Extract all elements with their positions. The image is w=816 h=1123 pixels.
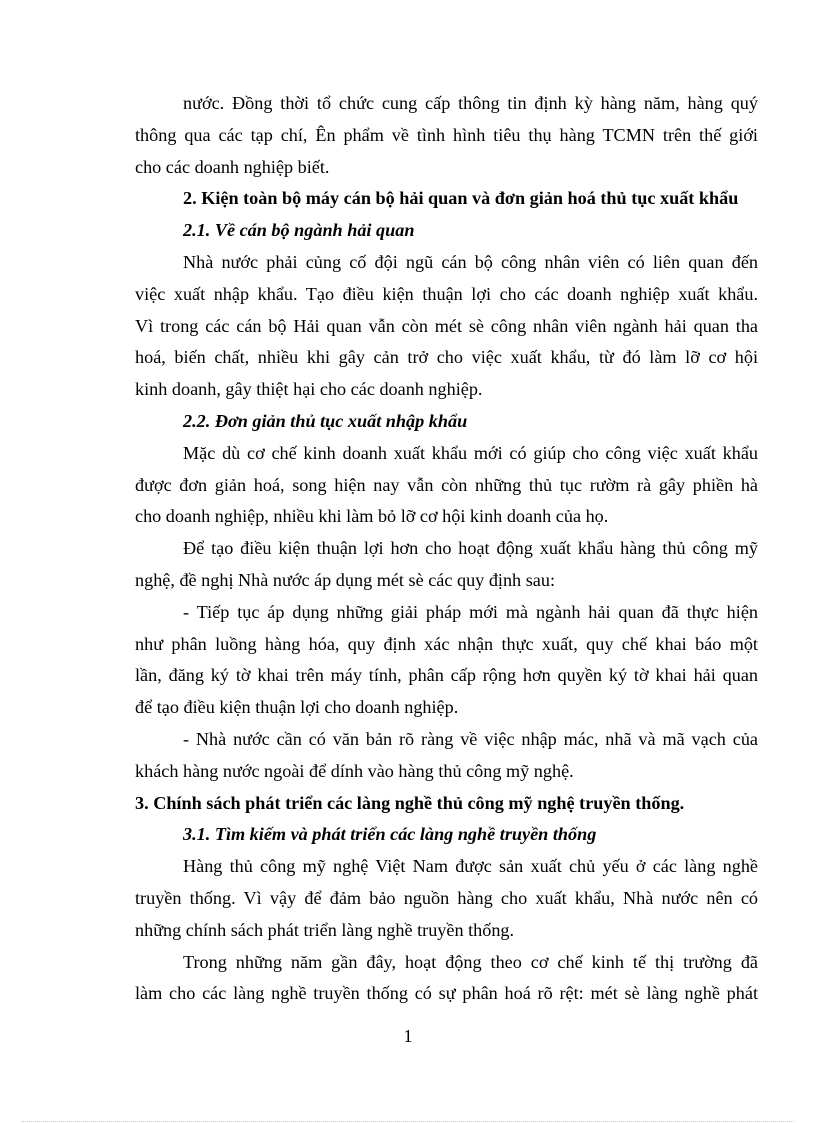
paragraph: [135, 247, 758, 406]
section-heading: 3. Chính sách phát triển các làng nghề thủ công mỹ nghệ truyền thống.: [135, 792, 685, 813]
paragraph-line: Nhà nước phải củng cố đội ngũ cán bộ công nhân viên có liên quan đến: [183, 251, 758, 272]
paragraph: [135, 438, 758, 533]
paragraph-line: Hàng thủ công mỹ nghệ Việt Nam được sản xuất chủ yếu ở các làng nghề: [183, 856, 758, 877]
paragraph: [135, 947, 758, 1011]
paragraph-line: thông qua các tạp chí, Ên phẩm về tình hình tiêu thụ hàng TCMN trên thế giới: [135, 124, 758, 145]
subsection-heading: 2.2. Đơn giản thủ tục xuất nhập khẩu: [183, 410, 468, 431]
paragraph-line: - Tiếp tục áp dụng những giải pháp mới mà ngành hải quan đã thực hiện: [183, 601, 758, 622]
paragraph: [135, 533, 758, 597]
paragraph-line: nghệ, đề nghị Nhà nước áp dụng mét sè các quy định sau:: [135, 569, 555, 590]
paragraph-line: để tạo điều kiện thuận lợi cho doanh nghiệp.: [135, 697, 459, 718]
paragraph: [135, 88, 758, 183]
paragraph: [135, 724, 758, 788]
paragraph-line: lần, đăng ký tờ khai trên máy tính, phân cấp rộng hơn quyền ký tờ khai hải quan: [135, 665, 758, 686]
paragraph-line: hoá, biến chất, nhiều khi gây cản trở cho việc xuất khẩu, từ đó làm lỡ cơ hội: [135, 347, 758, 368]
subsection-heading: 3.1. Tìm kiếm và phát triển các làng nghề truyền thống: [183, 824, 597, 845]
paragraph-line: cho doanh nghiệp, nhiều khi làm bỏ lỡ cơ hội kinh doanh của họ.: [135, 506, 609, 527]
paragraph-line: như phân luồng hàng hóa, quy định xác nhận thực xuất, quy chế khai báo một: [135, 633, 758, 654]
page-bottom-divider: [22, 1121, 794, 1122]
paragraph-line: Mặc dù cơ chế kinh doanh xuất khẩu mới có giúp cho công việc xuất khẩu: [183, 442, 758, 463]
page-number: 1: [403, 1026, 413, 1046]
paragraph-line: khách hàng nước ngoài để dính vào hàng thủ công mỹ nghệ.: [135, 760, 574, 781]
paragraph-line: Trong những năm gần đây, hoạt động theo cơ chế kinh tế thị trường đã: [183, 951, 758, 972]
paragraph-line: cho các doanh nghiệp biết.: [135, 156, 330, 177]
paragraph: [135, 597, 758, 724]
paragraph: [135, 851, 758, 946]
paragraph-line: nước. Đồng thời tổ chức cung cấp thông tin định kỳ hàng năm, hàng quý: [183, 93, 758, 113]
paragraph-line: truyền thống. Vì vậy để đảm bảo nguồn hàng cho xuất khẩu, Nhà nước nên có: [135, 887, 758, 908]
paragraph-line: làm cho các làng nghề truyền thống có sự phân hoá rõ rệt: mét sè làng nghề phát: [135, 983, 758, 1004]
paragraph-line: Để tạo điều kiện thuận lợi hơn cho hoạt động xuất khẩu hàng thủ công mỹ: [183, 538, 758, 559]
paragraph-line: kinh doanh, gây thiệt hại cho các doanh nghiệp.: [135, 379, 483, 400]
paragraph-line: những chính sách phát triển làng nghề truyền thống.: [135, 919, 515, 940]
paragraph-line: Vì trong các cán bộ Hải quan vẫn còn mét sè công nhân viên ngành hải quan tha: [135, 315, 758, 336]
section-heading: 2. Kiện toàn bộ máy cán bộ hải quan và đơn giản hoá thủ tục xuất khẩu: [183, 188, 739, 209]
paragraph-line: - Nhà nước cần có văn bản rõ ràng về việc nhập mác, nhã và mã vạch của: [183, 728, 758, 749]
paragraph-line: được đơn giản hoá, song hiện nay vẫn còn những thủ tục rườm rà gây phiền hà: [135, 474, 758, 495]
subsection-heading: 2.1. Về cán bộ ngành hải quan: [183, 220, 415, 241]
paragraph-line: việc xuất nhập khẩu. Tạo điều kiện thuận lợi cho các doanh nghiệp xuất khẩu.: [135, 283, 758, 304]
document-body: [135, 88, 758, 1010]
